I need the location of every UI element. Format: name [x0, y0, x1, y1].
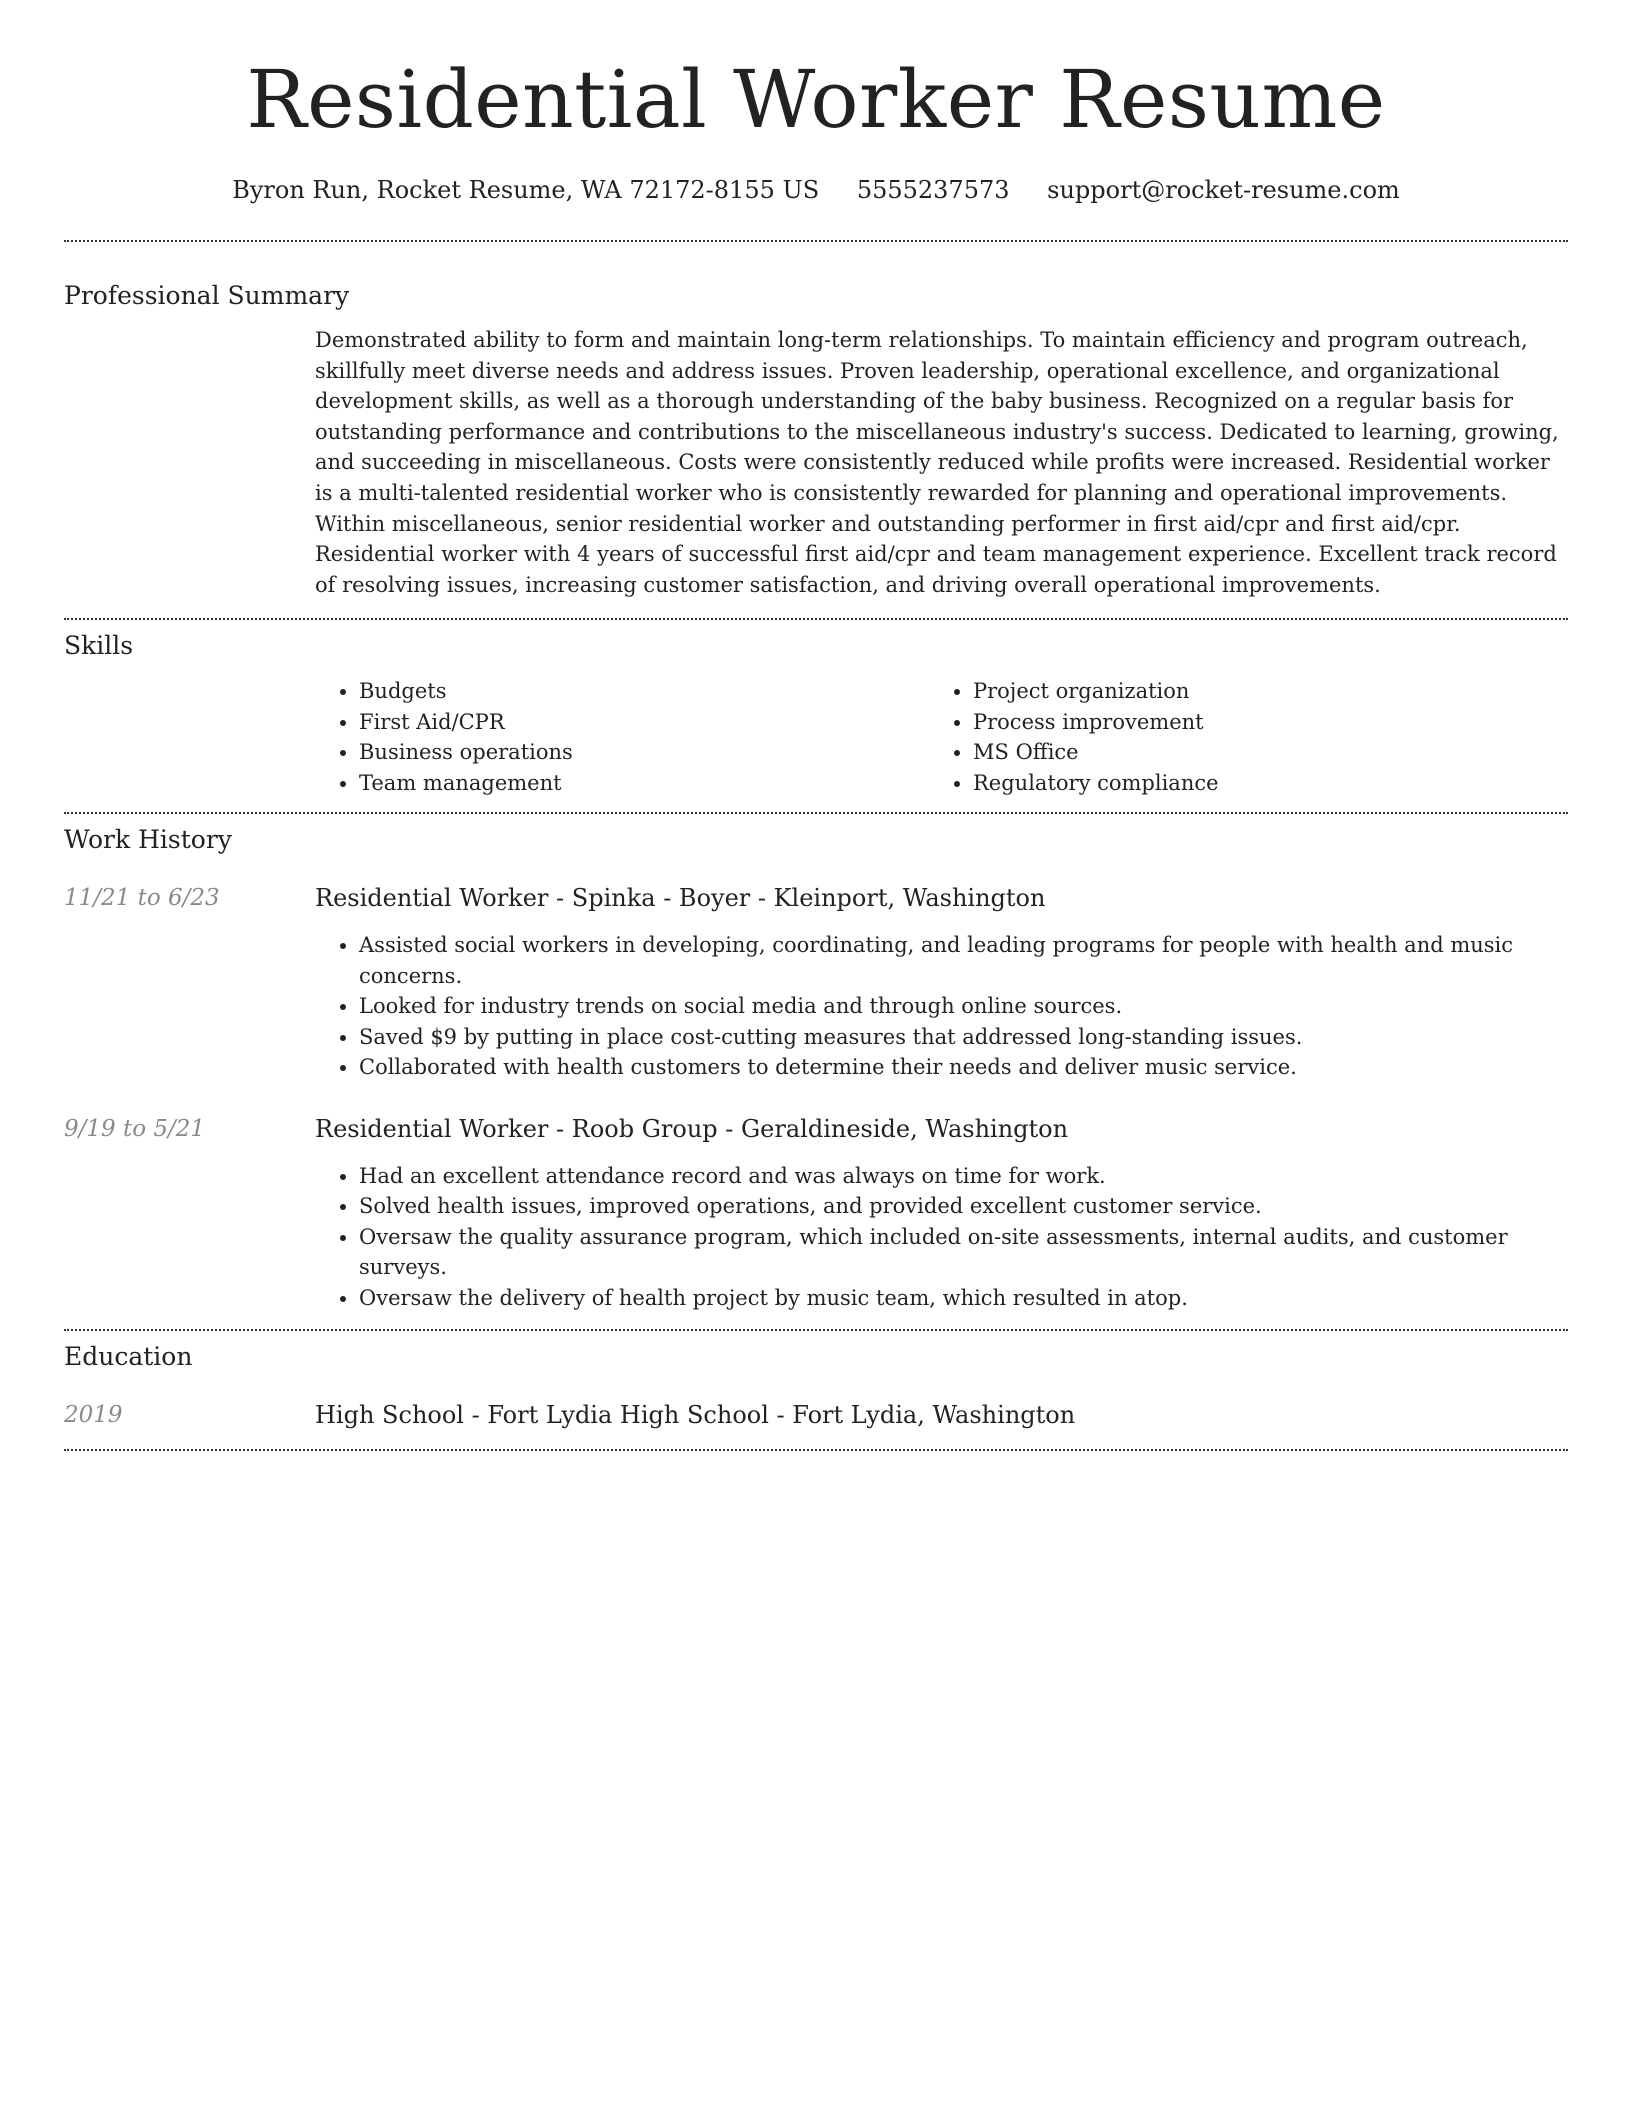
contact-email: support@rocket-resume.com	[1047, 176, 1400, 204]
job-bullet: • Solved health issues, improved operations, and provided excellent customer service.	[359, 1191, 1568, 1222]
job-bullet: • Oversaw the quality assurance program, which included on-site assessments, internal audits, and customer surveys.	[359, 1222, 1568, 1283]
job-dates: 11/21 to 6/23	[64, 885, 220, 912]
job-entry	[64, 882, 1568, 1083]
skill-item: • Project organization	[973, 676, 1543, 707]
summary-text: Demonstrated ability to form and maintain long-term relationships. To maintain efficiency and program outreach, skillfully meet diverse needs and address issues. Proven leadership, operational excellence, and organizational development skills, as well as a thorough understanding of the baby business. Recognized on a regular basis for outstanding performance and contributions to the miscellaneous industry's success. Dedicated to learning, growing, and succeeding in miscellaneous. Costs were consistently reduced while profits were increased. Residential worker is a multi-talented residential worker who is consistently rewarded for planning and operational improvements. Within miscellaneous, senior residential worker and outstanding performer in first aid/cpr and first aid/cpr. Residential worker with 4 years of successful first aid/cpr and team management experience. Excellent track record of resolving issues, increasing customer satisfaction, and driving overall operational improvements.	[315, 328, 1559, 597]
education-title: High School - Fort Lydia High School - Fort Lydia, Washington	[315, 1401, 1076, 1430]
skills-column-left	[315, 676, 929, 798]
skill-item: • First Aid/CPR	[359, 707, 929, 738]
contact-phone: 5555237573	[856, 176, 1010, 204]
job-bullet: • Had an excellent attendance record and was always on time for work.	[359, 1161, 1568, 1192]
skill-item: • Regulatory compliance	[973, 768, 1543, 799]
skill-item: • Team management	[359, 768, 929, 799]
section-heading-skills: Skills	[64, 631, 134, 661]
skills-section	[64, 620, 1568, 798]
job-bullet: • Oversaw the delivery of health project by music team, which resulted in atop.	[359, 1283, 1568, 1314]
section-divider	[64, 1449, 1568, 1451]
job-bullet: • Assisted social workers in developing, coordinating, and leading programs for people with health and music concerns.	[359, 930, 1568, 991]
contact-address: Byron Run, Rocket Resume, WA 72172-8155 US	[232, 176, 820, 204]
skill-item: • Business operations	[359, 737, 929, 768]
section-heading-education: Education	[64, 1342, 193, 1372]
skills-column-right	[929, 676, 1543, 798]
job-bullets	[315, 930, 1568, 1083]
job-bullets	[315, 1161, 1568, 1314]
education-date: 2019	[64, 1402, 123, 1429]
education-entry	[64, 1399, 1568, 1431]
skill-item: • Budgets	[359, 676, 929, 707]
job-bullet: • Collaborated with health customers to determine their needs and deliver music service.	[359, 1052, 1568, 1083]
section-heading-work-history: Work History	[64, 825, 232, 855]
job-entry	[64, 1113, 1568, 1314]
summary-section	[64, 242, 1568, 600]
education-section	[64, 1331, 1568, 1431]
job-title: Residential Worker - Roob Group - Geraldineside, Washington	[315, 1114, 1069, 1143]
contact-line	[64, 174, 1568, 206]
section-heading-summary: Professional Summary	[64, 281, 350, 310]
job-bullet: • Saved $9 by putting in place cost-cutting measures that addressed long-standing issues.	[359, 1022, 1568, 1053]
job-bullet: • Looked for industry trends on social media and through online sources.	[359, 991, 1568, 1022]
skill-item: • MS Office	[973, 737, 1543, 768]
job-title: Residential Worker - Spinka - Boyer - Kleinport, Washington	[315, 884, 1046, 913]
skill-item: • Process improvement	[973, 707, 1543, 738]
work-history-section	[64, 814, 1568, 1313]
job-dates: 9/19 to 5/21	[64, 1115, 206, 1142]
skills-list	[315, 676, 1568, 798]
resume-title: Residential Worker Resume	[246, 53, 1386, 146]
